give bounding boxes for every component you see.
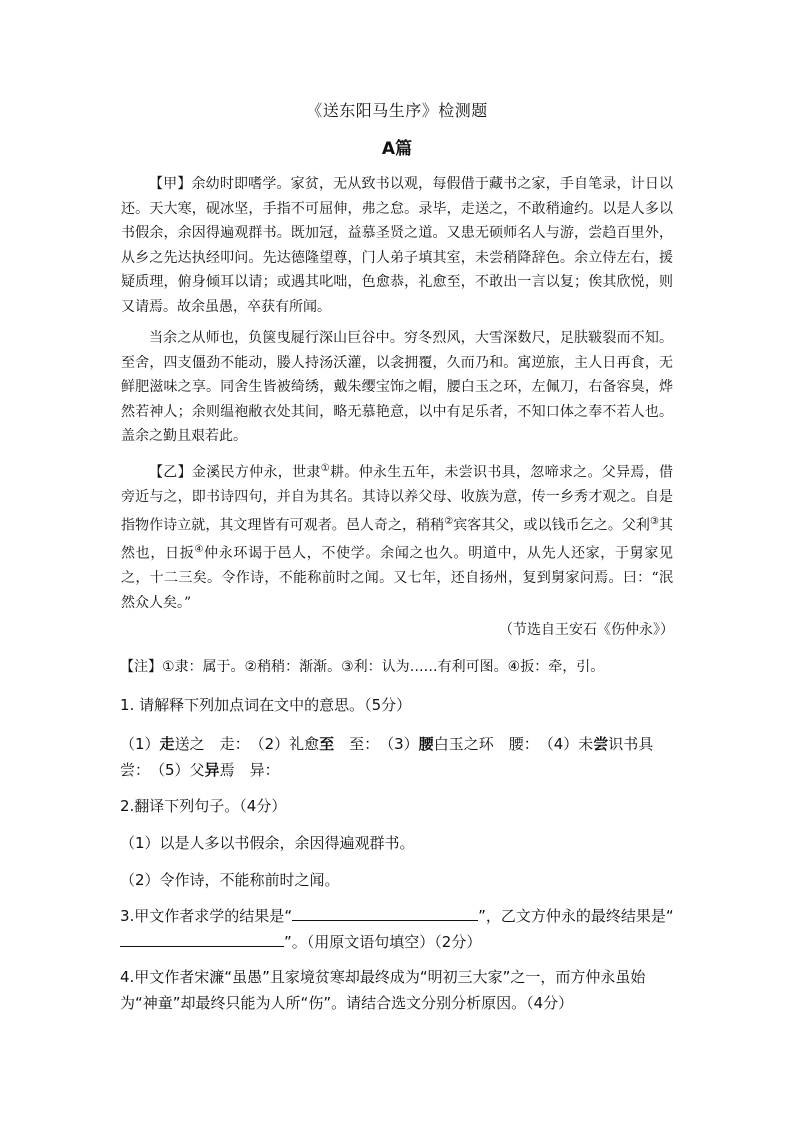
footnote-marker: ① <box>320 463 330 474</box>
passage-jia-paragraph-1: 【甲】余幼时即嗜学。家贫，无从致书以观，每假借于藏书之家，手自笔录，计日以还。天大寒，砚冰坚，手指不可屈伸，弗之怠。录毕，走送之，不敢稍逾约。以是人多以书假余，余因得遍观群书。既加冠，益慕圣贤之道。又患无硕师名人与游，尝趋百里外，从乡之先达执经叩问。先达德隆望尊，门人弟子填其室，未尝稍降辞色。余立侍左右，援疑质理，俯身倾耳以请；或遇其叱咄，色愈恭，礼愈至，不敢出一言以复；俟其欣悦，则又请焉。故余虽愚，卒获有所闻。 <box>121 176 673 315</box>
footnote-marker: ④ <box>194 544 205 556</box>
dotted-word: 尝 <box>593 735 609 753</box>
item-text: （1） <box>120 735 160 753</box>
item-text: 焉 异： <box>219 761 280 779</box>
question-4: 4.甲文作者宋濂“虽愚”且家境贫寒却最终成为“明初三大家”之一，而方仲永虽始为“神童”却最终只能为人所“伤”。请结合选文分别分析原因。（4分） <box>120 968 646 1012</box>
passage-jia-paragraph-2: 当余之从师也，负箧曳屣行深山巨谷中。穷冬烈风，大雪深数尺，足肤皲裂而不知。至舍，四支僵劲不能动，媵人持汤沃灌，以衾拥覆，久而乃和。寓逆旅，主人日再食，无鲜肥滋味之享。同舍生皆被绮绣，戴朱缨宝饰之帽，腰白玉之环，左佩刀，右备容臭，烨然若神人；余则缊袍敝衣处其间，略无慕艳意，以中有足乐者，不知口体之奉不若人也。盖余之勤且艰若此。 <box>121 330 673 445</box>
dotted-word: 走 <box>159 735 175 753</box>
footnote-marker: ② <box>444 515 454 527</box>
annotation-note: 【注】①隶：属于。②稍稍：渐渐。③利：认为……有利可图。④扳：牵，引。 <box>120 659 605 675</box>
question-1-items <box>120 731 680 783</box>
page-title: 《送东阳马生序》检测题 <box>306 101 488 120</box>
dotted-word: 腰 <box>418 735 434 753</box>
dotted-word: 至 <box>319 735 335 753</box>
passage-source: （节选自王安石《伤仲永》） <box>499 622 674 638</box>
question-2: 2.翻译下列句子。（4分） <box>120 797 287 815</box>
question-3 <box>120 903 680 955</box>
item-text: 白玉之环 腰： （4）未 <box>433 735 594 753</box>
passage-yi-text: 仲永环谒于邑人，不使学。余闻之也久。明道中，从先人还家，于舅家见之，十二三矣。令作诗，不能称前时之闻。又七年，还自扬州，复到舅家问焉。曰：“泯然众人矣。” <box>121 545 674 611</box>
question-1: 1. 请解释下列加点词在文中的意思。（5分） <box>120 696 412 714</box>
passage-yi-text: 其然也，日扳 <box>121 517 674 562</box>
answer-blank-1[interactable] <box>292 906 478 921</box>
passage-yi-text: 【乙】金溪民方仲永，世隶 <box>149 464 321 481</box>
section-heading: A篇 <box>381 139 413 159</box>
item-text: 送之 走： （2）礼愈 <box>174 735 320 753</box>
item-text: 至： （3） <box>334 735 419 753</box>
question-2-sentence-1: （1）以是人多以书假余，余因得遍观群书。 <box>120 834 415 852</box>
answer-blank-2[interactable] <box>120 932 284 947</box>
dotted-word: 异 <box>204 761 220 779</box>
passage-yi-paragraph <box>121 457 673 616</box>
passage-yi-text: 宾客其父，或以钱币乞之。父利 <box>453 517 650 534</box>
question-2-sentence-2: （2）令作诗，不能称前时之闻。 <box>120 871 340 889</box>
item-text: 识书具 尝： （5）父 <box>120 735 669 779</box>
footnote-marker: ③ <box>650 515 660 527</box>
question-3-text: ”。（用原文语句填空）（2分） <box>284 933 482 951</box>
question-3-text: 3.甲文作者求学的结果是“ <box>120 907 293 925</box>
question-3-text: ”，乙文方仲永的最终结果是“ <box>478 907 674 925</box>
passage-yi-text: 耕。仲永生五年，未尝识书具，忽啼求之。父异焉，借旁近与之，即书诗四句，并自为其名。其诗以养父母、收族为意，传一乡秀才观之。自是指物作诗立就，其文理皆有可观者。邑人奇之，稍稍 <box>121 464 674 534</box>
